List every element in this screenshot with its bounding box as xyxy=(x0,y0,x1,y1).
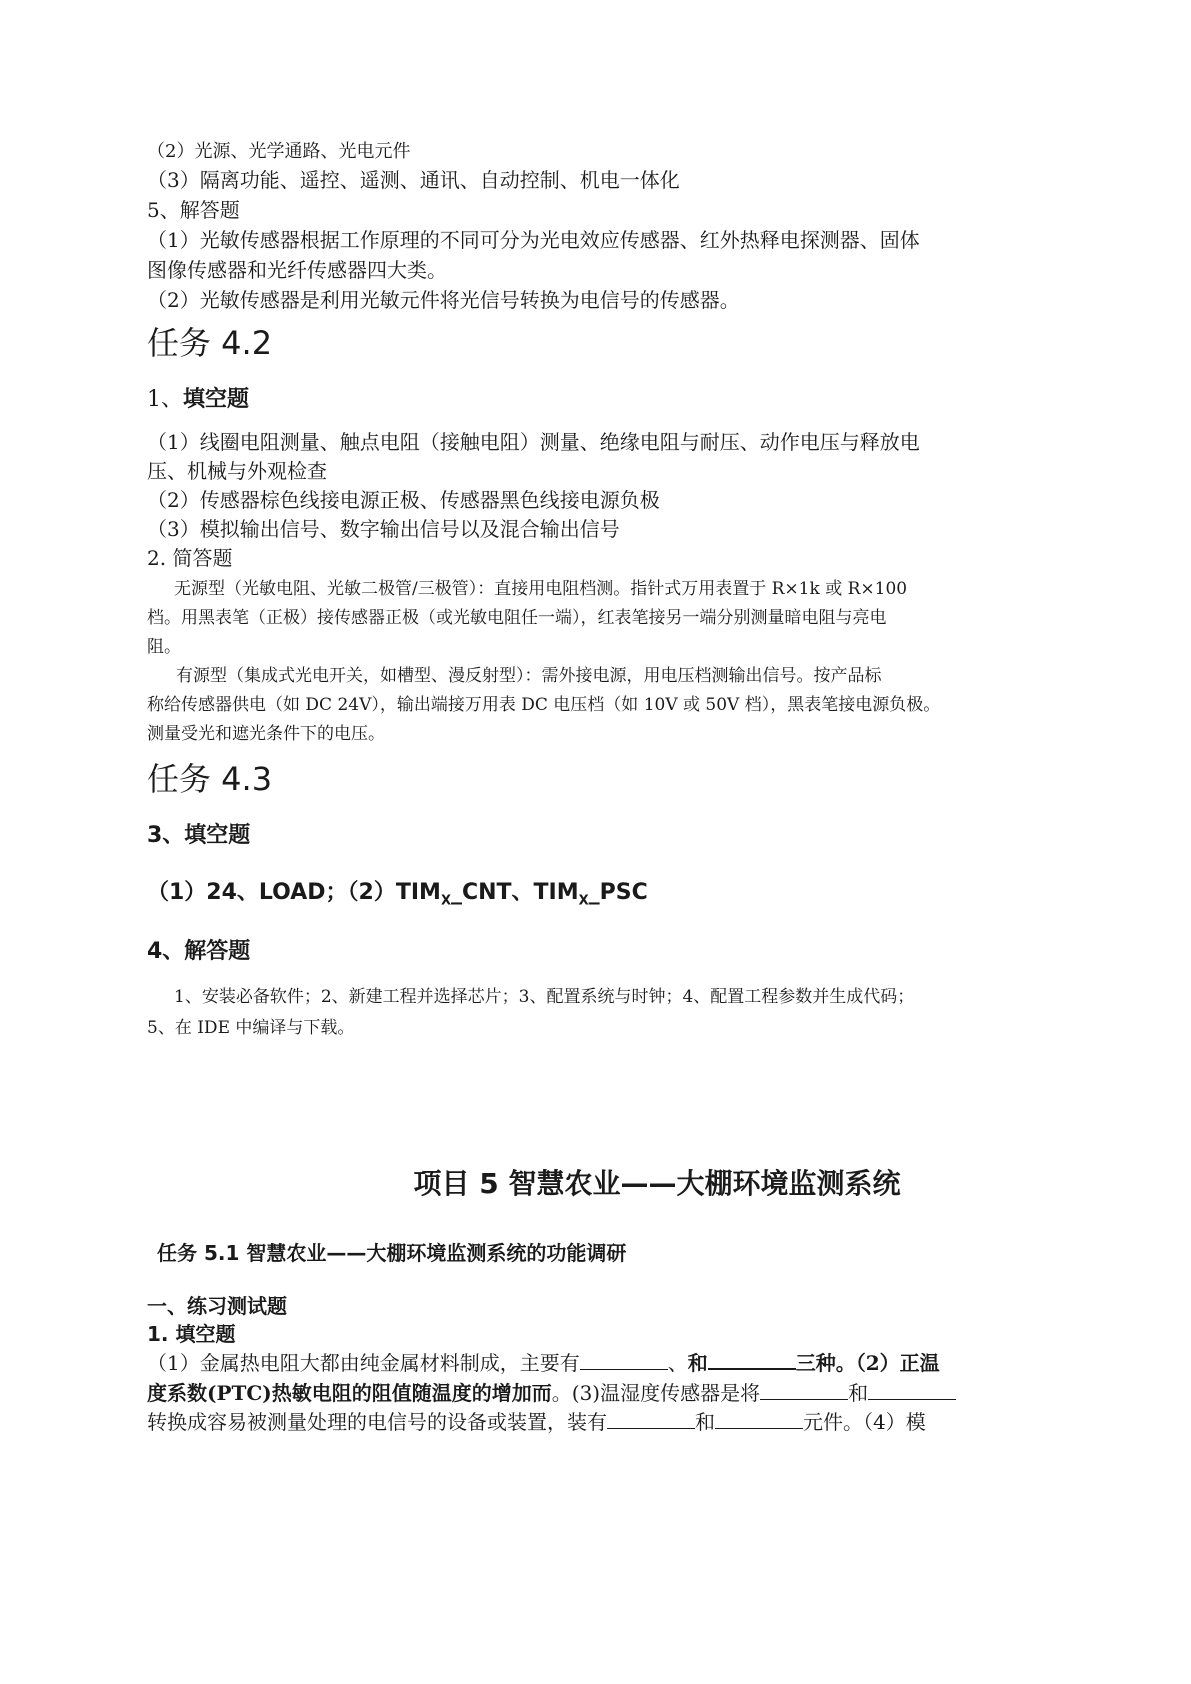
blank-field xyxy=(868,1381,956,1400)
answer-line: （2）光源、光学通路、光电元件 xyxy=(147,141,411,162)
paragraph-line: 无源型（光敏电阻、光敏二极管/三极管）：直接用电阻档测。指针式万用表置于 R×1k 或 R×100 xyxy=(174,579,908,599)
answer-line: （2）光敏传感器是利用光敏元件将光信号转换为电信号的传感器。 xyxy=(147,288,740,312)
task-title: 任务 4.2 xyxy=(147,324,273,362)
answer-line: （1）光敏传感器根据工作原理的不同可分为光电效应传感器、红外热释电探测器、固体 xyxy=(147,228,920,252)
question-text: （1）金属热电阻大都由纯金属材料制成，主要有 xyxy=(147,1351,580,1375)
question-text: 转换成容易被测量处理的电信号的设备或装置，装有 xyxy=(147,1410,607,1434)
blank-field xyxy=(607,1410,695,1429)
question-text: 、 xyxy=(667,1351,688,1375)
heading-number: 1、 xyxy=(147,387,183,412)
blank-field xyxy=(715,1410,803,1429)
answer-line: 压、机械与外观检查 xyxy=(147,459,327,483)
blank-field xyxy=(708,1350,796,1370)
subscript: X xyxy=(578,893,589,909)
answer-line: （2）传感器棕色线接电源正极、传感器黑色线接电源负极 xyxy=(147,488,660,512)
blank-field xyxy=(760,1381,848,1400)
question-text: 和 xyxy=(695,1410,715,1434)
answer-line: （1）线圈电阻测量、触点电阻（接触电阻）测量、绝缘电阻与耐压、动作电压与释放电 xyxy=(147,430,920,454)
subscript: X xyxy=(440,893,451,909)
section-heading: 一、练习测试题 xyxy=(147,1294,287,1318)
paragraph-line: 测量受光和遮光条件下的电压。 xyxy=(147,724,385,744)
section-heading: 2. 简答题 xyxy=(147,546,233,570)
paragraph-line: 档。用黑表笔（正极）接传感器正极（或光敏电阻任一端），红表笔接另一端分别测量暗电阻与亮电 xyxy=(147,608,887,628)
question-line xyxy=(147,1377,956,1406)
answer-line: （3）隔离功能、遥控、遥测、通讯、自动控制、机电一体化 xyxy=(147,168,680,192)
section-heading: 1. 填空题 xyxy=(147,1322,236,1346)
question-line xyxy=(147,1406,926,1435)
answer-part: （1）24、LOAD；（2）TIM xyxy=(147,880,441,905)
question-text: 。(3)温湿度传感器是将 xyxy=(551,1381,761,1405)
paragraph-line: 称给传感器供电（如 DC 24V），输出端接万用表 DC 电压档（如 10V 或 50V 档），黑表笔接电源负极。 xyxy=(147,695,941,715)
paragraph-line: 阻。 xyxy=(147,637,181,657)
paragraph-line: 5、在 IDE 中编译与下载。 xyxy=(147,1018,355,1038)
question-text: 元件。（4）模 xyxy=(803,1410,926,1434)
question-text: 和 xyxy=(848,1381,869,1405)
section-heading xyxy=(147,382,249,413)
task-title: 任务 4.3 xyxy=(147,760,273,798)
heading-text: 填空题 xyxy=(183,387,250,412)
answer-part: _PSC xyxy=(588,880,648,905)
answer-part: _CNT、TIM xyxy=(450,880,579,905)
section-heading: 5、解答题 xyxy=(147,198,240,222)
section-heading: 3、填空题 xyxy=(147,823,251,848)
question-text: 三种。（2）正温 xyxy=(795,1351,940,1375)
paragraph-line: 有源型（集成式光电开关，如槽型、漫反射型）：需外接电源，用电压档测输出信号。按产品标 xyxy=(176,666,882,686)
question-text: 和 xyxy=(687,1351,708,1375)
section-heading: 4、解答题 xyxy=(147,939,251,964)
answer-line: （3）模拟输出信号、数字输出信号以及混合输出信号 xyxy=(147,517,620,541)
task-title: 任务 5.1 智慧农业——大棚环境监测系统的功能调研 xyxy=(157,1241,627,1265)
question-text: 度系数(PTC)热敏电阻的阻值随温度的增加而 xyxy=(147,1381,552,1405)
paragraph-line: 1、安装必备软件；2、新建工程并选择芯片；3、配置系统与时钟；4、配置工程参数并生成代码； xyxy=(174,987,915,1007)
answer-line xyxy=(147,875,648,908)
question-line xyxy=(147,1347,940,1376)
project-title: 项目 5 智慧农业——大棚环境监测系统 xyxy=(413,1167,901,1200)
blank-field xyxy=(580,1351,668,1370)
answer-line: 图像传感器和光纤传感器四大类。 xyxy=(147,258,447,282)
